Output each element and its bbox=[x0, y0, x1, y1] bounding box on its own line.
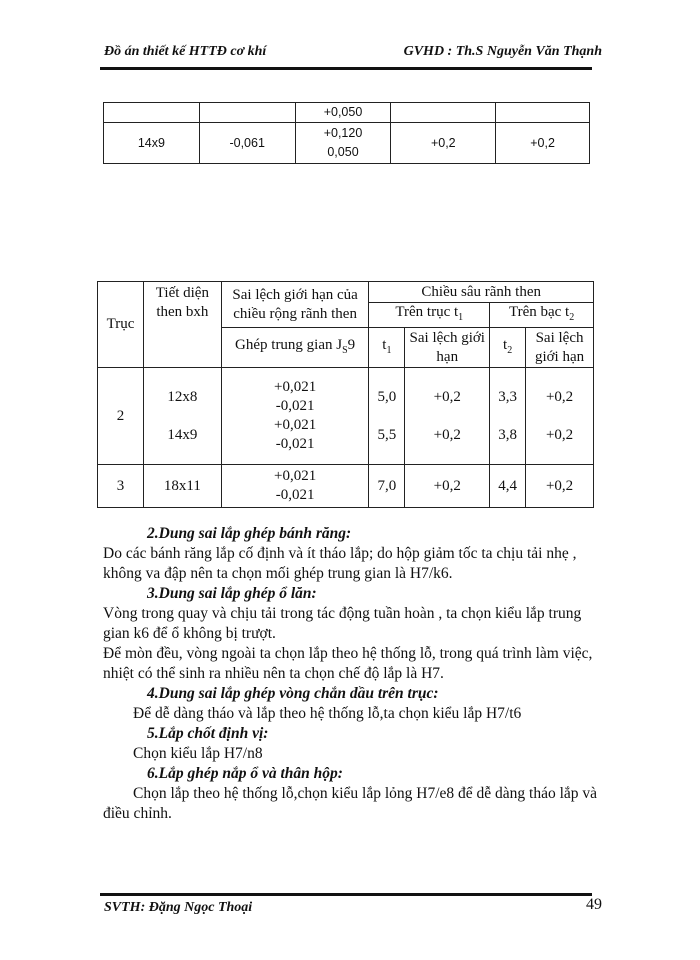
header-divider bbox=[100, 67, 592, 70]
cell-rong: +0,021 -0,021 +0,021 -0,021 bbox=[221, 368, 369, 465]
table-cell: +0,050 bbox=[295, 103, 391, 123]
cell-sl2: +0,2 bbox=[526, 465, 594, 508]
header-ghep: Ghép trung gian $J_S9$ bbox=[221, 328, 369, 368]
table-row bbox=[104, 103, 590, 123]
page-number: 49 bbox=[586, 896, 602, 913]
header-tren-truc: Trên trục $t_1$ bbox=[369, 303, 490, 328]
section-title: 5.Lắp chốt định vị: bbox=[147, 725, 269, 742]
header-tren-bac: Trên bạc $t_2$ bbox=[490, 303, 594, 328]
cell-sl2: +0,2 +0,2 bbox=[526, 368, 594, 465]
cell-rong: +0,021 -0,021 bbox=[221, 465, 369, 508]
table-cell bbox=[496, 103, 590, 123]
section-title: 4.Dung sai lắp ghép vòng chắn dầu trên trục: bbox=[147, 685, 439, 702]
cell-sl1: +0,2 +0,2 bbox=[405, 368, 490, 465]
tolerance-table-continued bbox=[103, 102, 590, 164]
section-title: 6.Lắp ghép nắp ổ và thân hộp: bbox=[147, 765, 343, 782]
table-header-row bbox=[98, 282, 594, 303]
cell-bxh: 18x11 bbox=[143, 465, 221, 508]
cell-sl1: +0,2 bbox=[405, 465, 490, 508]
header-t1: $t_1$ bbox=[369, 328, 405, 368]
footer-author: SVTH: Đặng Ngọc Thoại bbox=[104, 900, 253, 915]
header-sai-lech-rong: Sai lệch giới hạn của chiều rộng rãnh then bbox=[221, 282, 369, 328]
cell-truc: 3 bbox=[98, 465, 144, 508]
cell-bxh: 12x8 14x9 bbox=[143, 368, 221, 465]
header-chieu-sau: Chiều sâu rãnh then bbox=[369, 282, 594, 303]
table-cell bbox=[199, 103, 295, 123]
keyway-tolerance-table bbox=[97, 281, 594, 508]
cell-line: +0,120 bbox=[323, 126, 363, 140]
body-text bbox=[103, 524, 603, 824]
header-right: GVHD : Th.S Nguyễn Văn Thạnh bbox=[403, 44, 602, 59]
cell-truc: 2 bbox=[98, 368, 144, 465]
header-left: Đồ án thiết kế HTTĐ cơ khí bbox=[104, 44, 267, 59]
footer-divider bbox=[100, 893, 592, 896]
table-row bbox=[98, 465, 594, 508]
cell-t1: 5,0 5,5 bbox=[369, 368, 405, 465]
table-cell bbox=[391, 103, 496, 123]
section-title: 2.Dung sai lắp ghép bánh răng: bbox=[147, 525, 352, 542]
paragraph: Vòng trong quay và chịu tải trong tác động tuần hoàn , ta chọn kiểu lắp trung gian k6 để ổ không bị trượt. bbox=[103, 605, 582, 642]
paragraph: Để mòn đều, vòng ngoài ta chọn lắp theo hệ thống lỗ, trong quá trình làm việc, nhiệt có thể sinh ra nhiều nên ta chọn chế độ lắp là H7. bbox=[103, 645, 593, 682]
table-cell: +0,2 bbox=[391, 123, 496, 164]
header-t2: $t_2$ bbox=[490, 328, 526, 368]
table-row bbox=[98, 368, 594, 465]
paragraph: Do các bánh răng lắp cố định và ít tháo lắp; do hộp giảm tốc ta chịu tải nhẹ , không va đập nên ta chọn mối ghép trung gian là H7/k6. bbox=[103, 545, 577, 582]
table-cell bbox=[295, 123, 391, 164]
paragraph: Chọn lắp theo hệ thống lỗ,chọn kiểu lắp lỏng H7/e8 để dễ dàng tháo lắp và điều chỉnh. bbox=[103, 785, 598, 822]
cell-t2: 4,4 bbox=[490, 465, 526, 508]
paragraph: Chọn kiểu lắp H7/n8 bbox=[133, 745, 263, 762]
header-truc: Trục bbox=[98, 282, 144, 368]
table-cell bbox=[104, 103, 200, 123]
header-sai-lech-1: Sai lệch giới hạn bbox=[405, 328, 490, 368]
table-cell: -0,061 bbox=[199, 123, 295, 164]
cell-t2: 3,3 3,8 bbox=[490, 368, 526, 465]
paragraph: Để dễ dàng tháo và lắp theo hệ thống lỗ,ta chọn kiểu lắp H7/t6 bbox=[133, 705, 522, 722]
table-row bbox=[104, 123, 590, 164]
cell-t1: 7,0 bbox=[369, 465, 405, 508]
table-cell: 14x9 bbox=[104, 123, 200, 164]
cell-line: 0,050 bbox=[327, 145, 359, 159]
table-cell: +0,2 bbox=[496, 123, 590, 164]
header-sai-lech-2: Sai lệch giới hạn bbox=[526, 328, 594, 368]
section-title: 3.Dung sai lắp ghép ổ lăn: bbox=[147, 585, 317, 602]
header-tiet-dien: Tiết diện then bxh bbox=[143, 282, 221, 368]
